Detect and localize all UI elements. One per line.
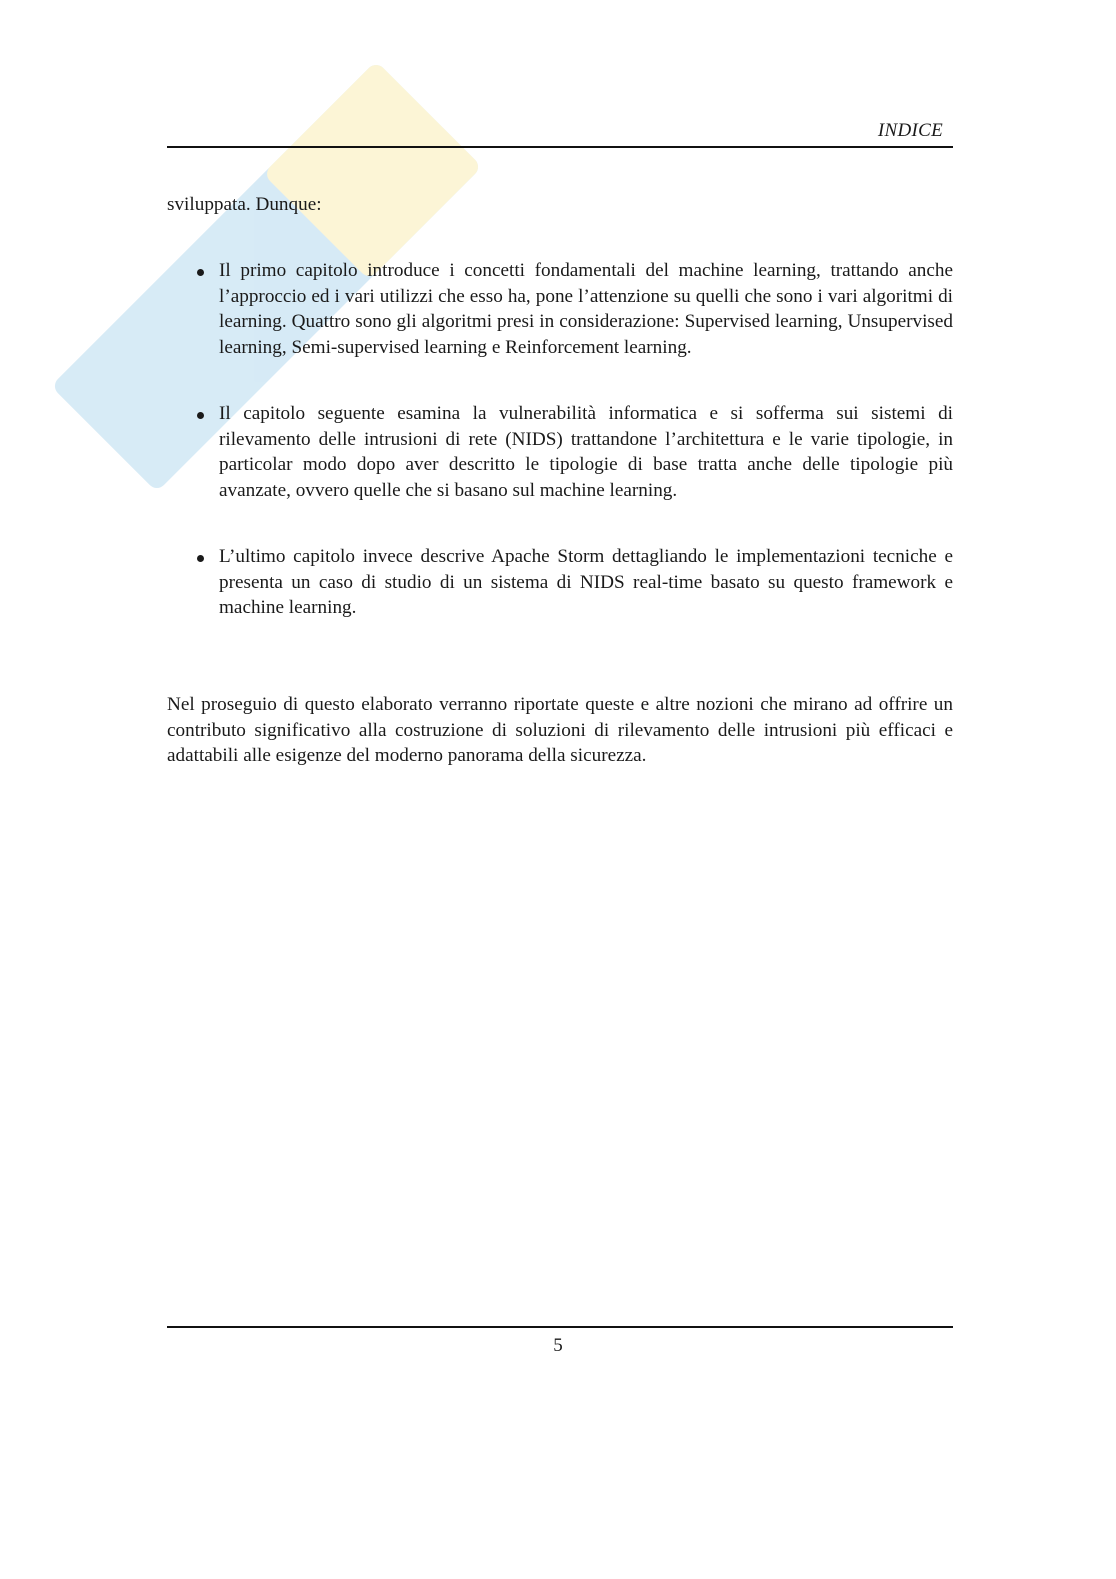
bullet-icon: [197, 269, 204, 276]
closing-paragraph: Nel proseguio di questo elaborato verranno riportate queste e altre nozioni che mirano ad offrire un contributo significativo alla costruzione di soluzioni di rilevamento delle intrusioni più efficaci e adattabili alle esigenze del moderno panorama della sicurezza.: [167, 694, 953, 766]
footer-rule: [167, 1326, 953, 1328]
header-rule: [167, 146, 953, 148]
intro-paragraph: sviluppata. Dunque:: [167, 194, 322, 215]
running-header-title: INDICE: [877, 120, 943, 141]
bullet-icon: [197, 412, 204, 419]
bullet-icon: [197, 555, 204, 562]
chapter-summary-list: [167, 258, 953, 621]
list-item: [167, 401, 953, 503]
list-item: [167, 544, 953, 621]
watermark-accent: [263, 61, 482, 280]
page-number: 5: [553, 1335, 563, 1356]
list-item-text: Il capitolo seguente esamina la vulnerabilità informatica e si sofferma sui sistemi di rilevamento delle intrusioni di rete (NIDS) trattandone l’architettura e le varie tipologie, in particolar modo dopo aver descritto le tipologie di base tratta anche delle tipologie più avanzate, ovvero quelle che si basano sul machine learning.: [219, 403, 953, 501]
list-item-text: Il primo capitolo introduce i concetti fondamentali del machine learning, trattando anche l’approccio ed i vari utilizzi che esso ha, pone l’attenzione su quelli che sono i vari algoritmi di learning. Quattro sono gli algoritmi presi in considerazione: Supervised learning, Unsupervised learning, Semi-supervised learning e Reinforcement learning.: [219, 260, 953, 358]
list-item: [167, 258, 953, 360]
list-item-text: L’ultimo capitolo invece descrive Apache Storm dettagliando le implementazioni tecniche e presenta un caso di studio di un sistema di NIDS real-time basato su questo framework e machine learning.: [219, 546, 953, 618]
